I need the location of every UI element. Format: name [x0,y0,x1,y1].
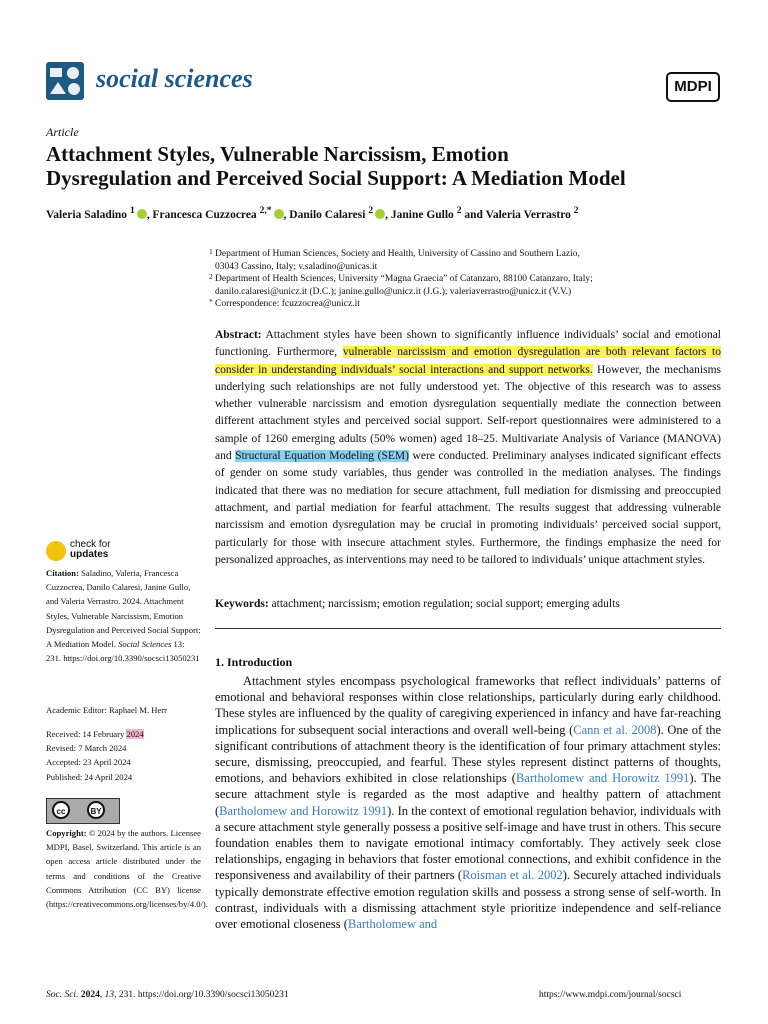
academic-editor: Academic Editor: Raphael M. Herr [46,705,167,715]
article-title: Attachment Styles, Vulnerable Narcissism, Emotion Dysregulation and Perceived Social Support: A Mediation Model [46,142,626,190]
blue-highlight: Structural Equation Modeling (SEM) [235,450,409,463]
cc-icon: cc [52,801,70,819]
publisher-logo: MDPI [666,72,720,102]
author-name: Francesca Cuzzocrea [152,208,257,221]
journal-logo-icon [46,62,84,100]
section-heading: 1. Introduction [215,655,293,669]
yellow-highlight: vulnerable narcissism and emotion dysregulation are both relevant factors to consider in understanding individuals’ social interactions and support networks. [215,346,721,376]
author-name: Valeria Saladino [46,208,128,221]
check-for-updates-icon[interactable] [46,541,66,561]
citation-link[interactable]: Bartholomew and Horowitz 1991 [515,771,690,786]
author-list: Valeria Saladino $^1$ , Francesca Cuzzocrea $^{2,*}$ , Danilo Calaresi $^2$ , Janine Gullo $^2$ and Valeria Verrastro $^2$ [46,205,579,221]
cc-by-license-badge[interactable] [46,798,120,824]
footer-citation: Soc. Sci. 2024, 13, 231. https://doi.org/10.3390/socsci13050231 [46,990,289,1000]
author-name: Valeria Verrastro [485,208,571,221]
citation-link[interactable]: Roisman et al. 2002 [462,868,563,883]
check-for-updates[interactable]: check for updates [70,539,111,560]
by-icon: BY [87,801,105,819]
dates: Received: 14 February 2024 Revised: 7 March 2024 Accepted: 23 April 2024 Published: 24 April 2024 [46,729,144,782]
abstract: Abstract: Attachment styles have been shown to significantly influence individuals’ social and emotional functioning. Furthermore, vulnerable narcissism and emotion dysregulation are both relevant factors to consider in understanding individuals’ social interactions and support networks. However, the mechanisms underlying such relationships are not fully understood yet. The objective of this research was to assess whether vulnerable narcissism and emotion dysregulation sequentially mediate the connection between different attachment styles and perceived social support. Self-report questionnaires were administered to a sample of 1260 emerging adults (50% women) aged 18–25. Multivariate Analysis of Variance (MANOVA) and Structural Equation Modeling (SEM) were conducted. Preliminary analyses indicated significant effects of gender on some study variables, thus gender was controlled in the mediation analyses. The findings indicated that there was no mediation for secure attachment, full mediation for dismissing and preoccupied attachment, and partial mediation for fearful attachment. The results suggest that addressing vulnerable narcissism and emotion dysregulation may be crucial in promoting individuals’ perceived social support, particularly for those with insecure attachment styles. Furthermore, the findings emphasize the need for personalized approaches, as interventions may need to be tailored to individuals’ unique attachment styles. [215,329,721,566]
footer-url[interactable]: https://www.mdpi.com/journal/socsci [539,990,682,1000]
affiliation: 1 Department of Human Sciences, Society and Health, University of Cassino and Southern Lazio, 03043 Cassino, Italy; v.saladino@unicas.it [209,247,580,272]
citation-link[interactable]: Bartholomew and [347,917,438,932]
citation-link[interactable]: Cann et al. 2008 [573,722,657,737]
correspondence: * Correspondence: fcuzzocrea@unicz.it [209,297,360,309]
copyright: Copyright: © 2024 by the authors. Licensee MDPI, Basel, Switzerland. This article is an open access article distributed under the terms and conditions of the Creative Commons Attribution (CC BY) license (https://creativecommons.org/licenses/by/4.0/). [46,828,208,910]
citation-link[interactable]: Bartholomew and Horowitz 1991 [219,803,388,818]
affiliation: 2 Department of Health Sciences, University “Magna Graecia” of Catanzaro, 88100 Catanzaro, Italy; danilo.calaresi@unicz.it (D.C.); janine.gullo@unicz.it (J.G.); valeriaverrastro@unicz.it (V.V.) [209,272,593,297]
divider [215,628,721,629]
citation-block: Citation: Saladino, Valeria, Francesca Cuzzocrea, Danilo Calaresi, Janine Gullo, and Valeria Verrastro. 2024. Attachment Styles, Vulnerable Narcissism, Emotion Dysregulation and Perceived Social Support: A Mediation Model. Social Sciences 13: 231. https://doi.org/10.3390/socsci13050231 [46,568,201,664]
orcid-icon[interactable] [375,209,385,219]
journal-name: social sciences [96,64,253,93]
introduction-body: Attachment styles encompass psychological frameworks that reflect individuals’ patterns of emotional and behavioral responses within close relationships, particularly during early childhood. These styles are influenced by the quality of caregiving experienced in infancy and have far-reaching implications for subsequent social interactions and overall well-being (Cann et al. 2008). One of the significant contributions of attachment theory is the identification of four primary attachment styles: secure, dismissing, preoccupied, and fearful. These styles represent distinct patterns of thoughts, emotions, and behaviors exhibited in close relationships (Bartholomew and Horowitz 1991). The secure attachment style is regarded as the most adaptive and healthy pattern of attachment (Bartholomew and Horowitz 1991). In the context of emotional regulation behavior, individuals with a secure attachment style generally possess a positive self-image and have trust in others. This secure foundation enables them to navigate emotional intimacy comfortably. They actively seek close relationships, engaging in behaviors that foster emotional connections, and exhibit confidence in the responsiveness and availability of their partners (Roisman et al. 2002). Securely attached individuals typically demonstrate effective emotion regulation skills and possess a strong sense of self-worth. In contrast, individuals with a dismissing attachment style prioritize independence and self-reliance over emotional closeness (Bartholomew and [215,674,721,932]
keywords: Keywords: attachment; narcissism; emotion regulation; social support; emerging adults [215,598,620,610]
author-name: Danilo Calaresi [289,208,366,221]
article-type: Article [46,125,79,139]
abstract-label: Abstract: [215,329,262,341]
orcid-icon[interactable] [137,209,147,219]
author-name: Janine Gullo [390,208,454,221]
orcid-icon[interactable] [274,209,284,219]
